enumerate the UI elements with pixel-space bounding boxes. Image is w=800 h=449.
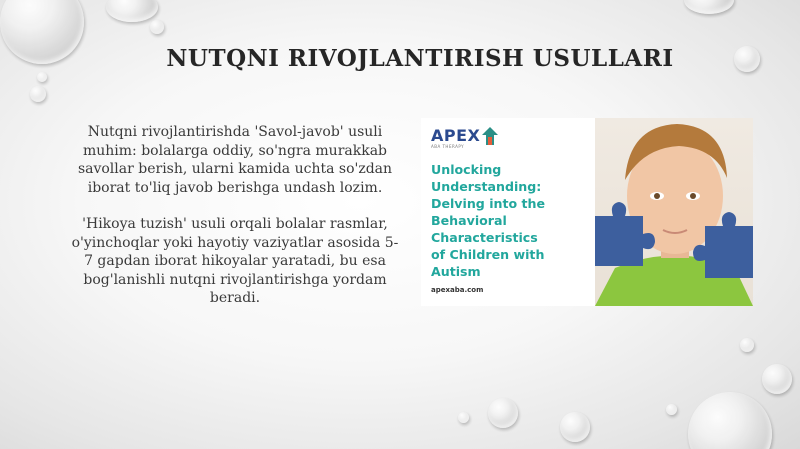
slide-title: NUTQNI RIVOJLANTIRISH USULLARI [166,45,674,73]
water-drop [150,20,164,34]
water-drop [0,0,84,64]
water-drop [488,398,518,428]
logo-text: APEX [431,126,481,145]
promo-headline [431,161,606,280]
headline-line: Characteristics [431,230,538,245]
headline-line: of Children with [431,247,545,262]
water-drop [30,86,46,102]
slide-body [70,123,400,326]
headline-line: Autism [431,264,481,279]
child-with-puzzle-photo [595,118,753,306]
water-drop [762,364,792,394]
paragraph-question-answer: Nutqni rivojlantirishda 'Savol-javob' usuli muhim: bolalarga oddiy, so'ngra murakkab savollar berish, ularni kamida uchta so'zdan iborat to'liq javob berishga undash lozim. [77,124,393,196]
headline-line: Delving into the [431,196,546,211]
water-drop [458,412,469,423]
water-drop [740,338,754,352]
promo-image [421,118,753,306]
water-drop [684,0,734,14]
water-drop [688,392,772,449]
promo-url: apexaba.com [431,286,484,294]
water-drop [560,412,590,442]
headline-line: Understanding: [431,179,542,194]
child-illustration [595,118,753,306]
logo-subtext: ABA THERAPY [431,144,465,149]
headline-line: Unlocking [431,162,502,177]
paragraph-storytelling: 'Hikoya tuzish' usuli orqali bolalar rasmlar, o'yinchoqlar yoki hayotiy vaziyatlar asosida 5-7 gapdan iborat hikoyalar yaratadi, bu esa bog'lanishli nutqni rivojlantirishga yordam beradi. [71,216,399,306]
house-arrow-icon [482,127,498,145]
water-drop [37,72,47,82]
water-drop [666,404,677,415]
water-drop [106,0,158,22]
apex-logo [431,126,606,145]
water-drop [734,46,760,72]
promo-text-block [431,126,606,294]
headline-line: Behavioral [431,213,507,228]
